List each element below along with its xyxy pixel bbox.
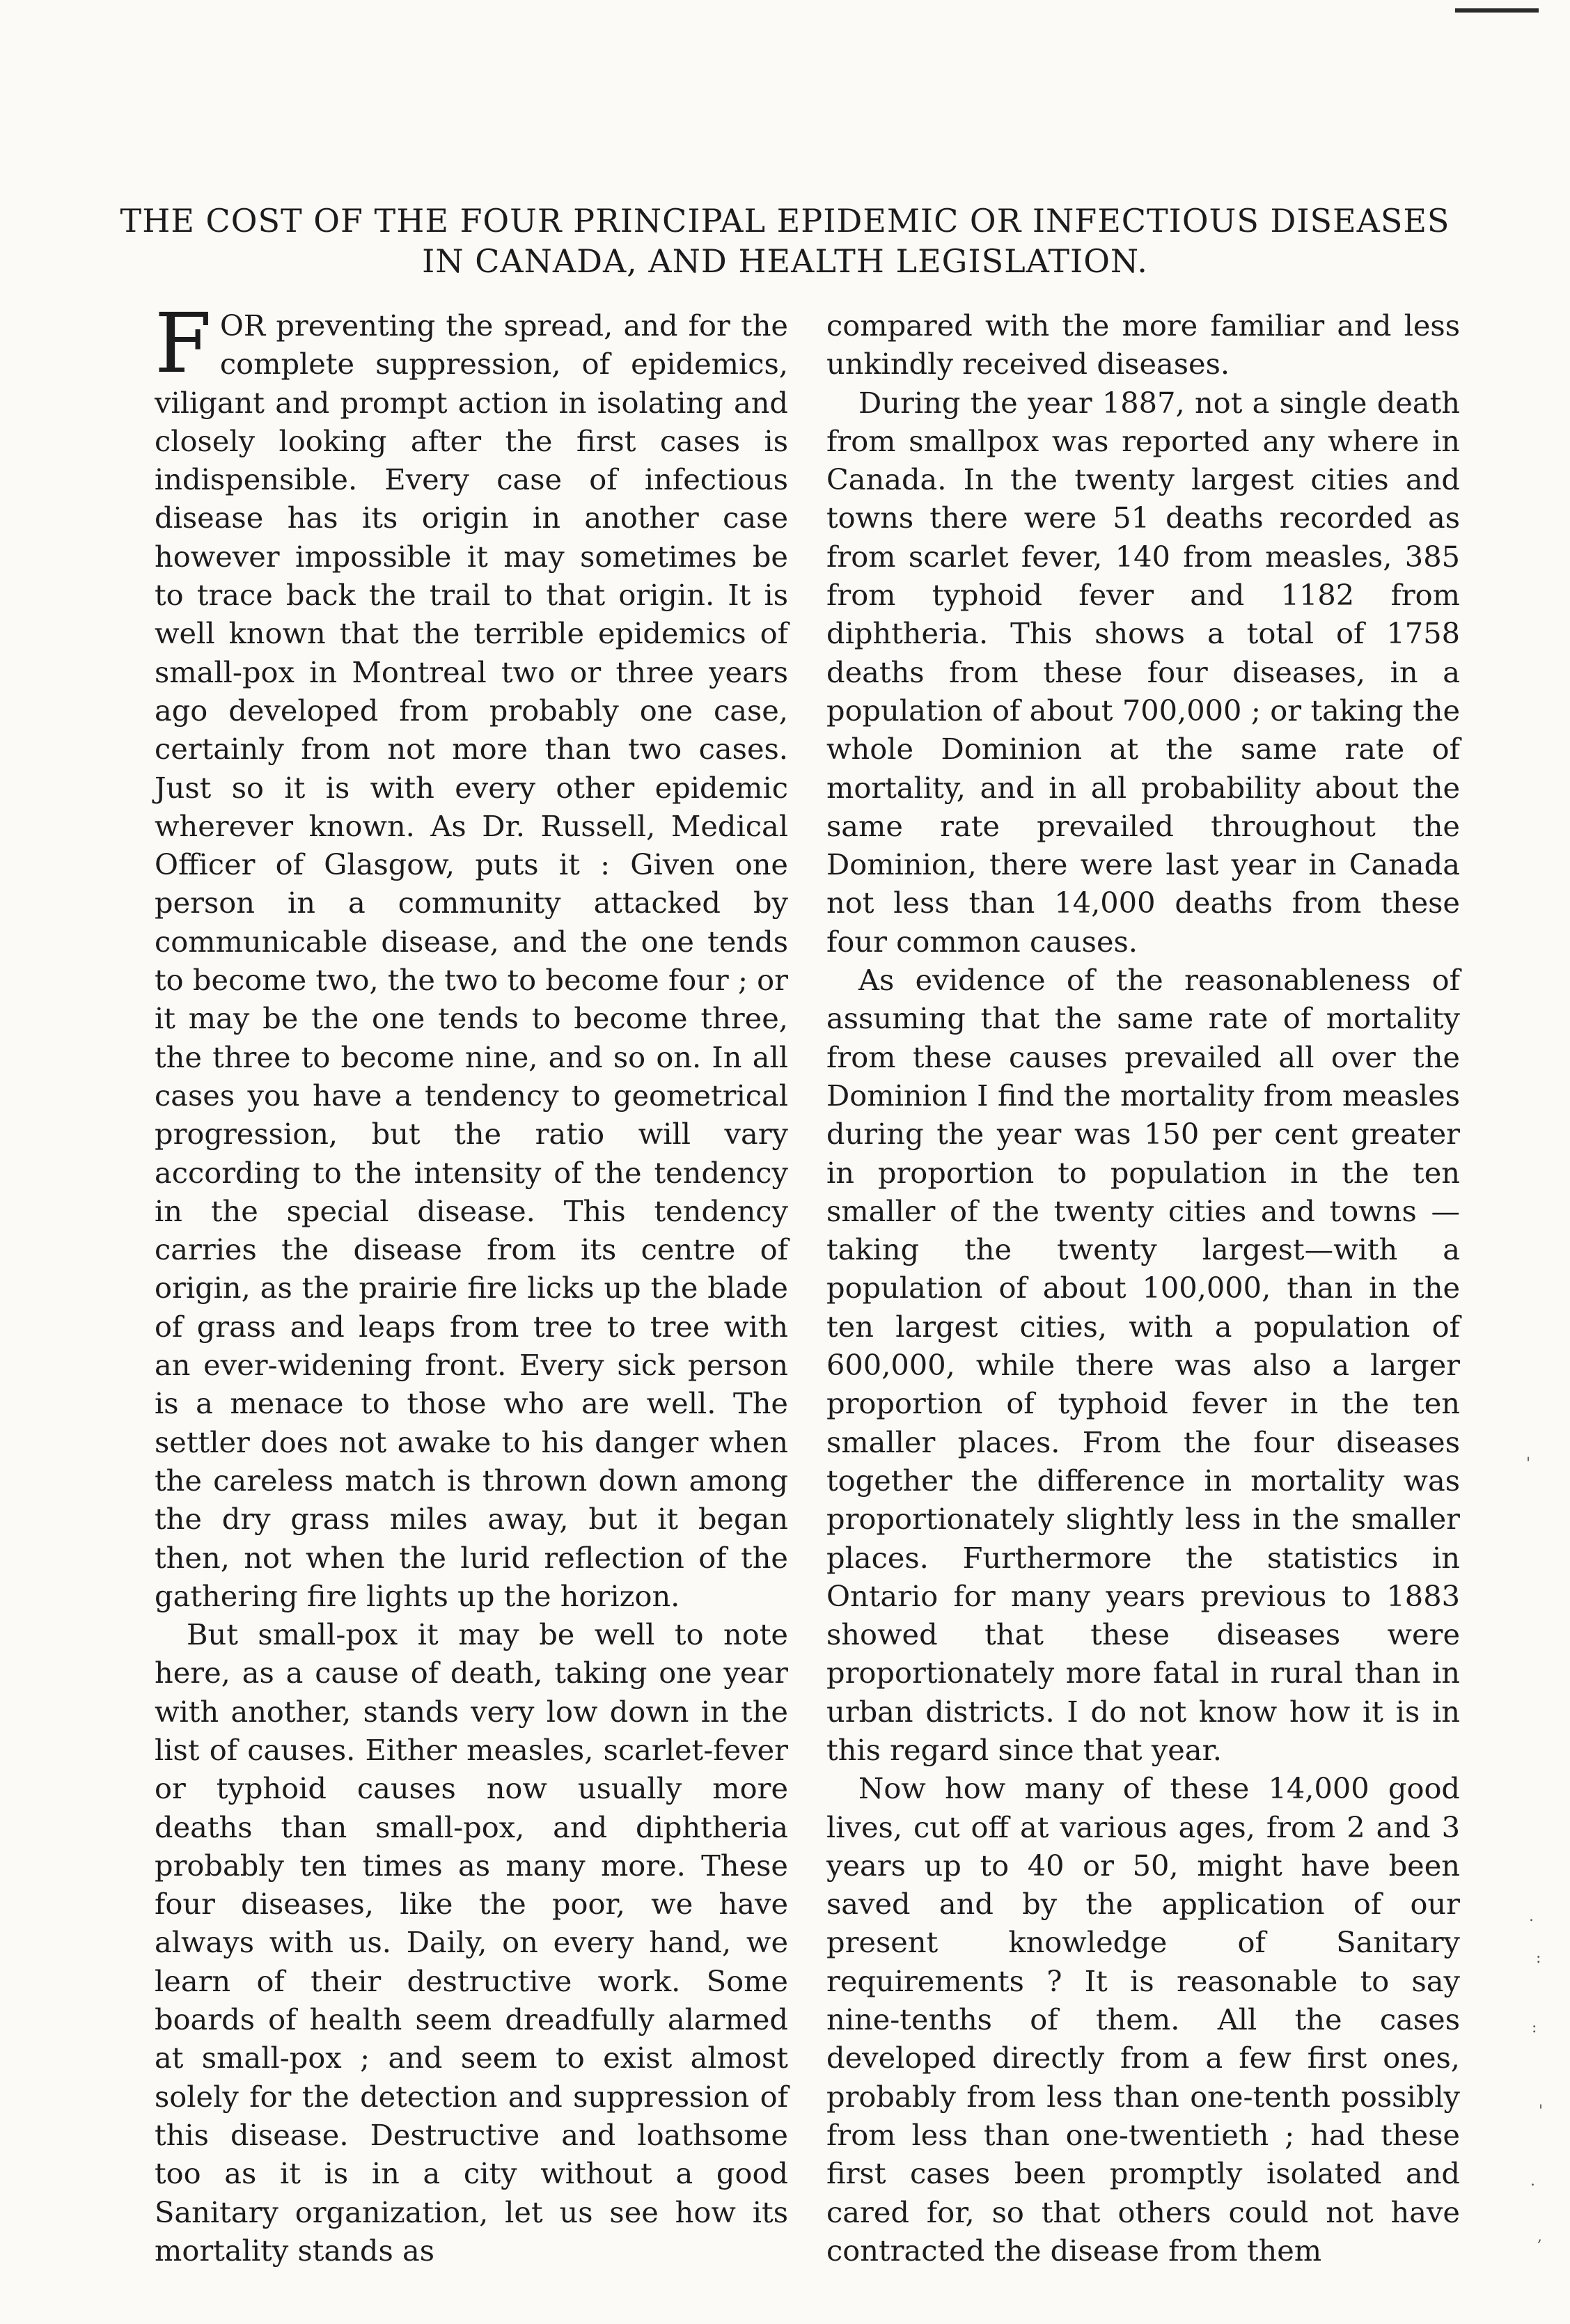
title-line-2: IN CANADA, AND HEALTH LEGISLATION.	[422, 242, 1148, 280]
speck: .	[1529, 1908, 1534, 1925]
paragraph	[155, 295, 788, 1615]
paragraph: During the year 1887, not a single death from smallpox was reported any where in Canada. In the twenty largest cities and towns there were 51 deaths recorded as from scarlet fever, 140 from measles, 385 from typhoid fever and 1182 from diphtheria. This shows a total of 1758 deaths from these four diseases, in a population of about 700,000 ; or taking the whole Dominion at the same rate of mortality, and in all probability about the same rate prevailed throughout the Dominion, there were last year in Canada not less than 14,000 deaths from these four common causes.	[826, 385, 1460, 959]
title-line-1: THE COST OF THE FOUR PRINCIPAL EPIDEMIC OR INFECTIOUS DISEASES	[120, 202, 1450, 240]
speck: '	[1526, 1455, 1531, 1473]
paragraph: compared with the more familiar and less unkindly received diseases.	[826, 308, 1460, 382]
page-title	[0, 201, 1570, 281]
speck: '	[1539, 2103, 1544, 2120]
lead-word: OR	[219, 308, 266, 343]
left-column	[155, 295, 788, 2270]
speck: ,	[1537, 2228, 1542, 2245]
margin-specks	[1518, 1392, 1553, 2298]
paragraph: But small-pox it may be well to note here, as a cause of death, taking one year with another, stands very low down in the list of causes. Either measles, scarlet-fever or typhoid causes now usually more deaths than small-pox, and diphtheria probably ten times as many more. These four diseases, like the poor, we have always with us. Daily, on every hand, we learn of their destructive work. Some boards of health seem dreadfully alarmed at small-pox ; and seem to exist almost solely for the detection and suppression of this disease. Destructive and loathsome too as it is in a city without a good Sanitary organization, let us see how its mortality stands as	[155, 1617, 788, 2268]
paragraph-text: preventing the spread, and for the complete suppression, of epidemics, viligant and prompt action in isolating and closely looking after the first cases is indispensible. Every case of infectious disease has its origin in another case however impossible it may sometimes be to trace back the trail to that origin. It is well known that the terrible epidemics of small-pox in Montreal two or three years ago developed from probably one case, certainly from not more than two cases. Just so it is with every other epidemic wherever known. As Dr. Russell, Medical Officer of Glasgow, puts it : Given one person in a community attacked by communicable disease, and the one tends to become two, the two to become four ; or it may be the one tends to become three, the three to become nine, and so on. In all cases you have a tendency to geometrical progression, but the ratio will vary according to the intensity of the tendency in the special disease. This tendency carries the disease from its centre of origin, as the prairie fire licks up the blade of grass and leaps from tree to tree with an ever-widening front. Every sick person is a menace to those who are well. The settler does not awake to his danger when the careless match is thrown down among the dry grass miles away, but it began then, not when the lurid reflection of the gathering fire lights up the horizon.	[155, 308, 788, 1613]
speck: :	[1532, 2019, 1537, 2036]
right-column	[826, 306, 1460, 2270]
paragraph: As evidence of the reasonableness of assuming that the same rate of mortality from these causes prevailed all over the Dominion I find the mortality from measles during the year was 150 per cent greater in proportion to population in the ten smaller of the twenty cities and towns —taking the twenty largest—with a population of about 100,000, than in the ten largest cities, with a population of 600,000, while there was also a larger proportion of typhoid fever in the ten smaller places. From the four diseases together the difference in mortality was proportionately slightly less in the smaller places. Furthermore the statistics in Ontario for many years previous to 1883 showed that these diseases were proportionately more fatal in rural than in urban districts. I do not know how it is in this regard since that year.	[826, 963, 1460, 1767]
drop-cap: F	[155, 295, 212, 391]
paragraph: Now how many of these 14,000 good lives, cut off at various ages, from 2 and 3 years up to 40 or 50, might have been saved and by the application of our present knowledge of Sanitary requirements ? It is reasonable to say nine-tenths of them. All the cases developed directly from a few first ones, probably from less than one-tenth possibly from less than one-twentieth ; had these first cases been promptly isolated and cared for, so that others could not have contracted the disease from them	[826, 1771, 1460, 2268]
speck: :	[1536, 1949, 1541, 1967]
top-rule	[1455, 8, 1539, 13]
speck: .	[1530, 2172, 1535, 2190]
